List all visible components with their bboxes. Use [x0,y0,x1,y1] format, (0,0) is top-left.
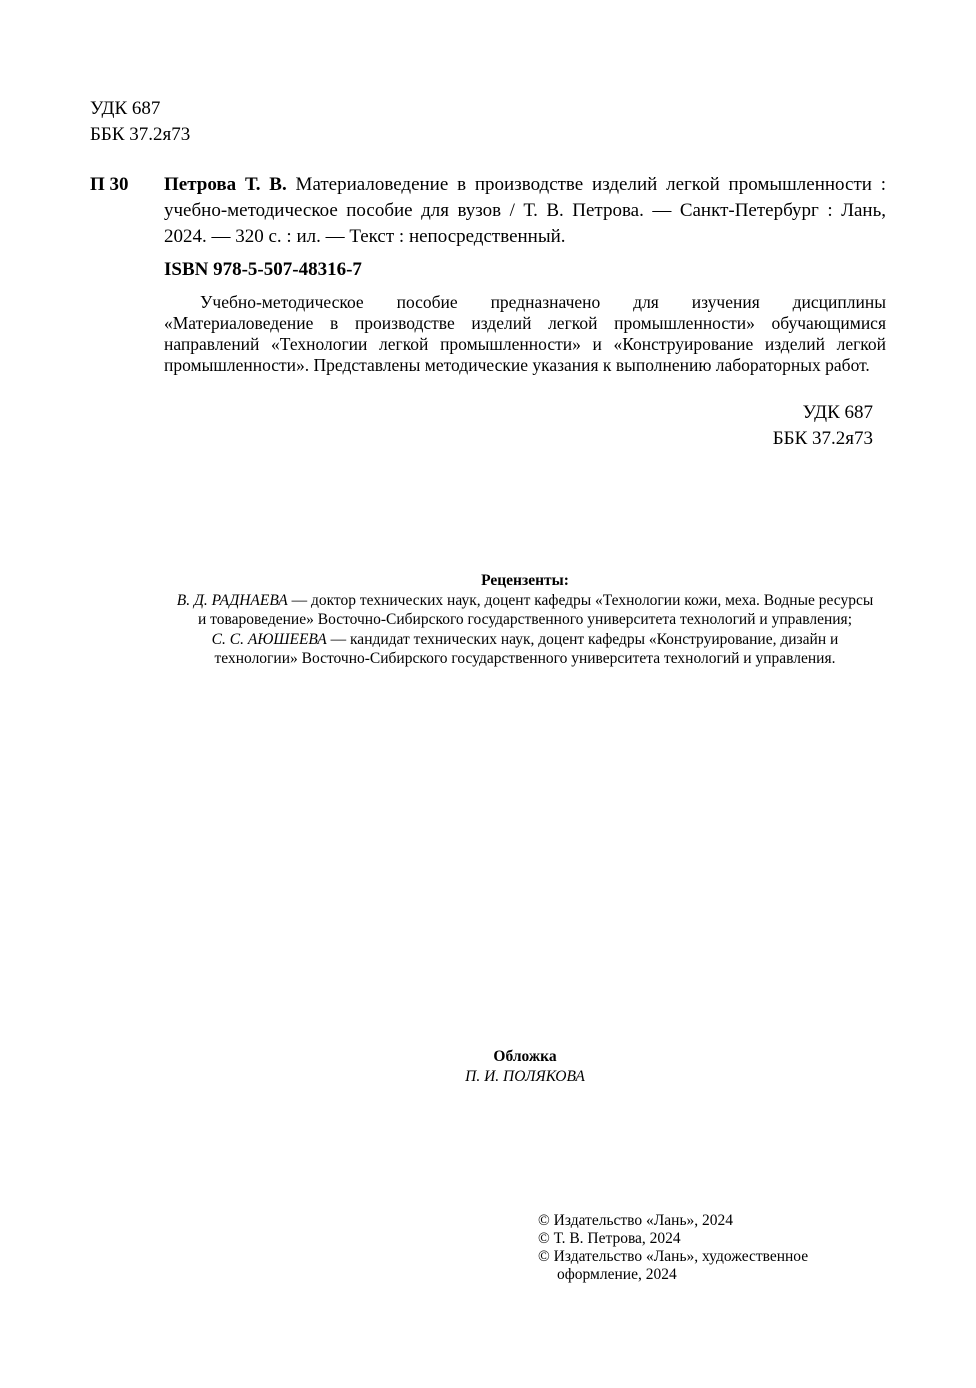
reviewer-name: С. С. АЮШЕЕВА [211,630,327,648]
classification-top [90,96,190,148]
reviewer-description: — доктор технических наук, доцент кафедры «Технологии кожи, меха. Водные ресурсы и товароведение» Восточно-Сибирского государственного университета технологий и управления; [197,591,874,628]
entry-author: Петрова Т. В. [164,174,287,195]
copyright-block [538,1212,858,1284]
classification-bottom [700,400,873,452]
cover-designer: П. И. ПОЛЯКОВА [465,1067,585,1085]
reviewer-name: В. Д. РАДНАЕВА [176,591,288,609]
isbn: ISBN 978-5-507-48316-7 [164,259,362,280]
udc-code: УДК 687 [90,98,161,119]
reviewer-description: — кандидат технических наук, доцент кафедры «Конструирование, дизайн и технологии» Восточно-Сибирского государственного университета технологий и управления. [214,630,839,667]
reviewers-block [172,571,878,669]
annotation: Учебно-методическое пособие предназначено для изучения дисциплины «Материаловедение в производстве изделий легкой промышленности» обучающимися направлений «Технологии легкой промышленности» и «Конструирование изделий легкой промышленности». Представлены методические указания к выполнению лабораторных работ. [164,292,886,375]
udc-code-right: УДК 687 [802,402,873,423]
copyright-line-continuation: оформление, 2024 [557,1266,677,1283]
bibliographic-entry [164,172,886,250]
copyright-line: © Издательство «Лань», художественное [538,1248,809,1265]
reviewer-item [172,591,878,630]
reviewers-title: Рецензенты: [481,572,569,589]
entry-text: Материаловедение в производстве изделий легкой промышленности : учебно-методическое пособие для вузов / Т. В. Петрова. — Санкт-Петербург : Лань, 2024. — 320 с. : ил. — Текст : непосредственный. [164,174,887,247]
bbk-code: ББК 37.2я73 [90,124,191,145]
bbk-code-right: ББК 37.2я73 [772,428,873,449]
copyright-line: © Издательство «Лань», 2024 [538,1212,734,1229]
copyright-line: © Т. В. Петрова, 2024 [538,1230,681,1247]
cover-credit [400,1047,650,1086]
author-code: П 30 [90,174,129,195]
cover-title: Обложка [493,1048,557,1065]
reviewer-item [172,630,878,669]
